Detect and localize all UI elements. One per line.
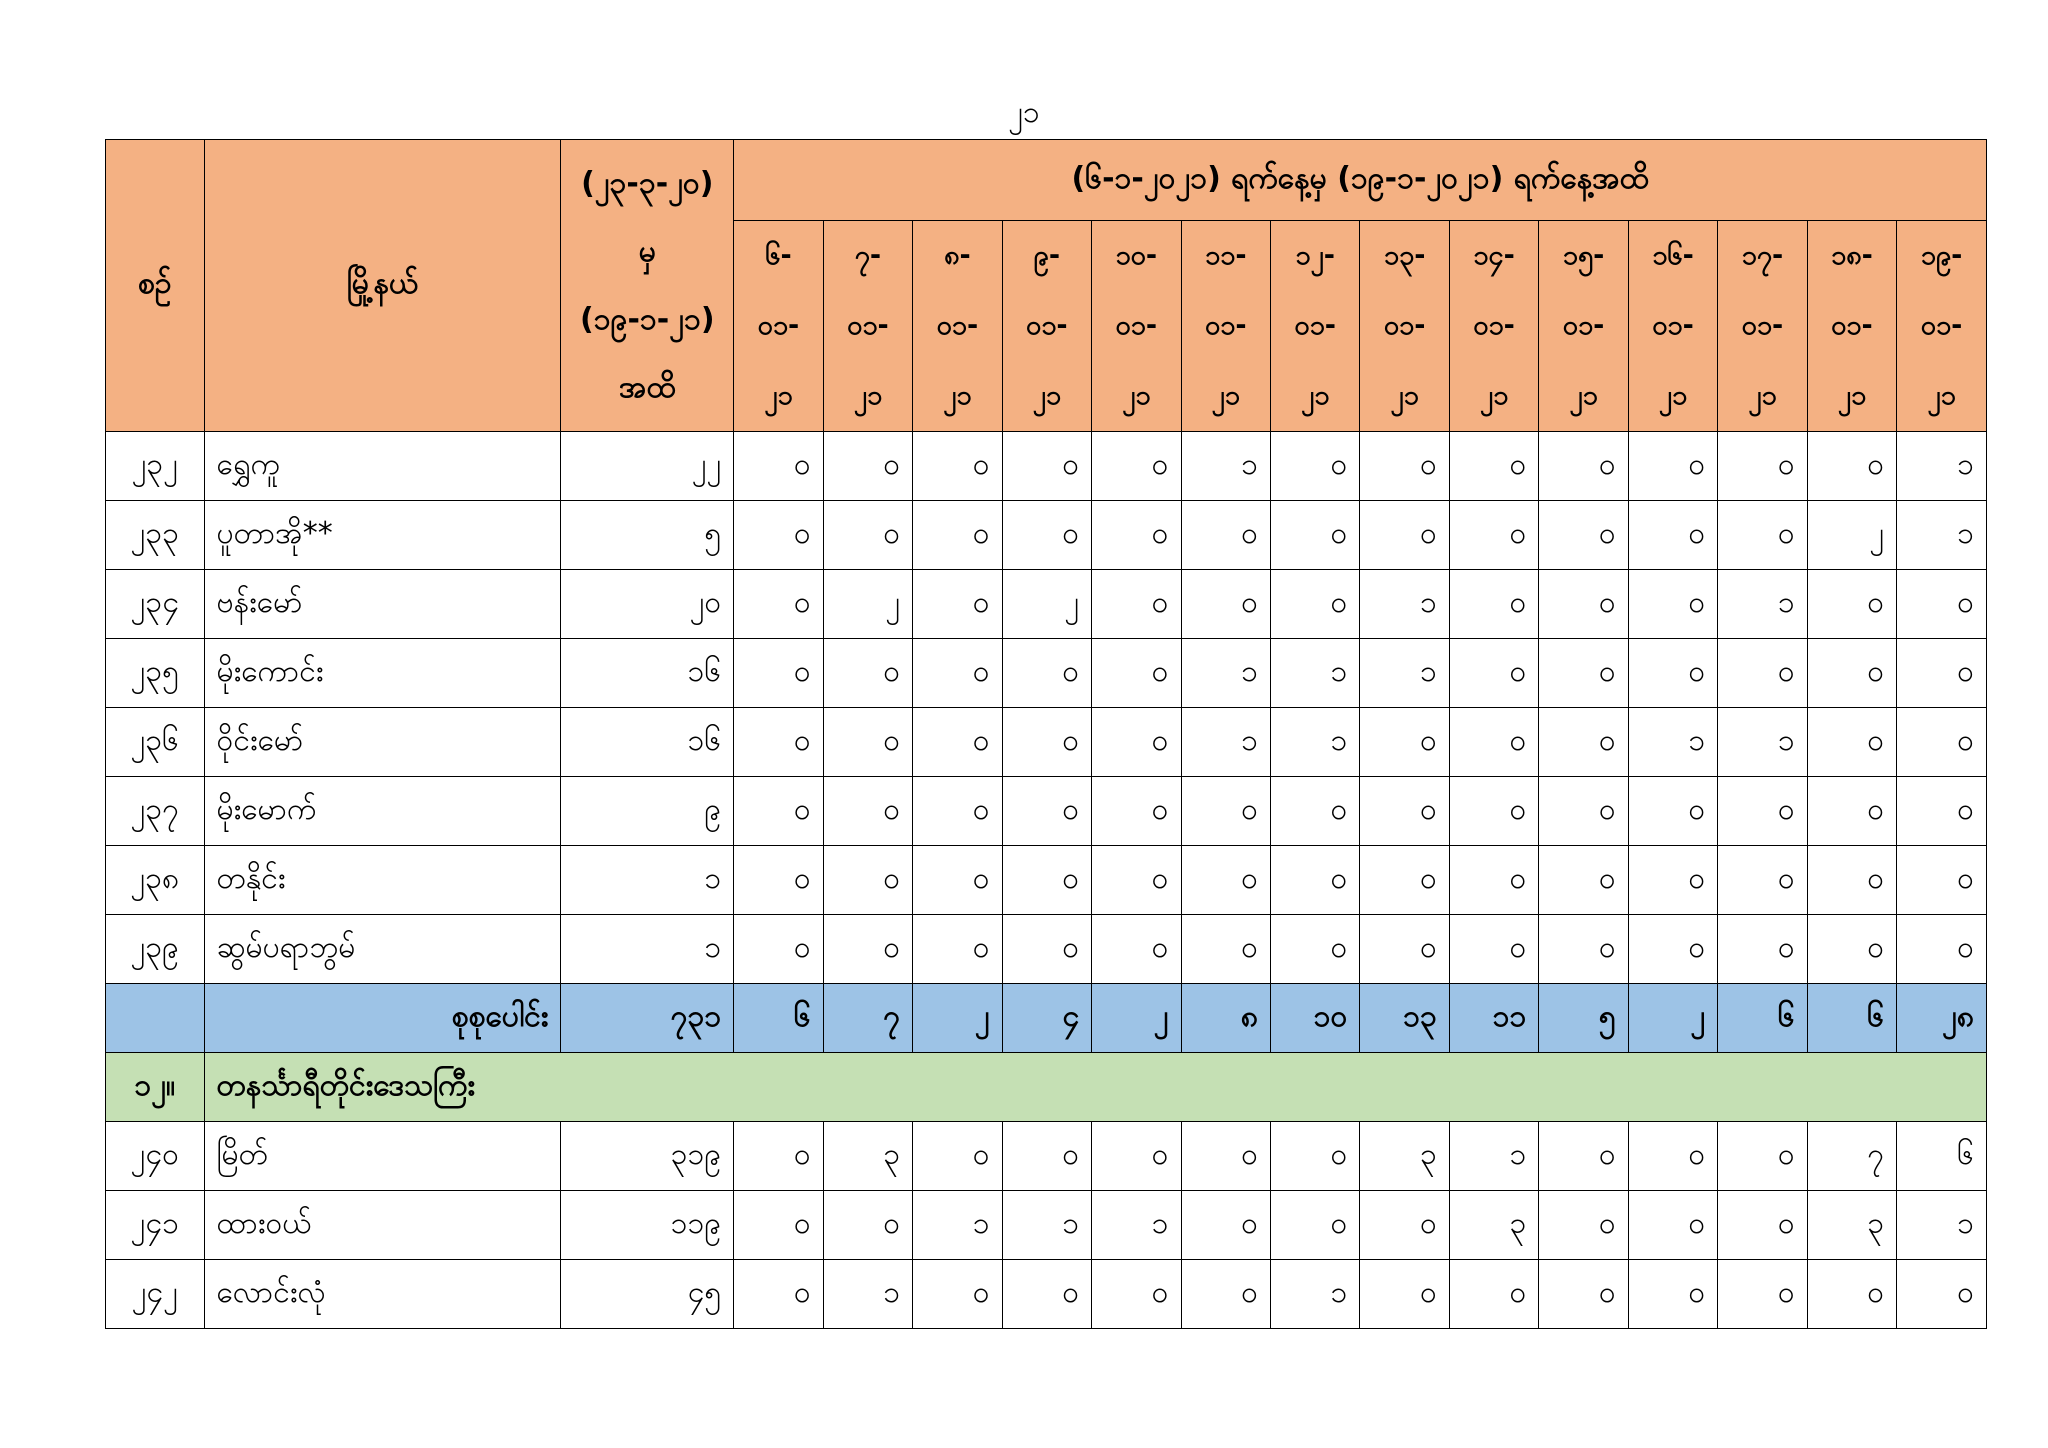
row-daily-value: ၀ (1628, 501, 1717, 570)
header-date (913, 221, 1002, 432)
table-row (106, 846, 1987, 915)
total-daily-value: ၁၃ (1360, 984, 1449, 1053)
row-daily-value: ၀ (1718, 777, 1807, 846)
row-daily-value: ၁ (1092, 1191, 1181, 1260)
row-daily-value: ၀ (1718, 501, 1807, 570)
row-cumulative: ၂၀ (561, 570, 734, 639)
row-daily-value: ၀ (1807, 708, 1896, 777)
row-daily-value: ၀ (1449, 432, 1538, 501)
row-daily-value: ၀ (1807, 432, 1896, 501)
row-daily-value: ၁ (1360, 570, 1449, 639)
row-daily-value: ၀ (1270, 570, 1359, 639)
header-date-part: ၁၃- (1383, 240, 1426, 271)
row-cumulative: ၁ (561, 846, 734, 915)
row-cumulative: ၁၁၉ (561, 1191, 734, 1260)
row-daily-value: ၀ (1092, 432, 1181, 501)
row-daily-value: ၀ (1628, 432, 1717, 501)
row-daily-value: ၁ (1897, 1191, 1987, 1260)
row-daily-value: ၀ (1360, 915, 1449, 984)
row-daily-value: ၀ (1628, 846, 1717, 915)
row-cumulative: ၃၁၉ (561, 1122, 734, 1191)
table-row (106, 639, 1987, 708)
row-daily-value: ၀ (823, 501, 912, 570)
row-daily-value: ၀ (1002, 432, 1091, 501)
header-date-part: ၂၁ (1479, 380, 1509, 411)
row-daily-value: ၀ (1539, 432, 1628, 501)
row-daily-value: ၀ (1270, 1122, 1359, 1191)
row-township: တနိုင်း (204, 846, 561, 915)
row-daily-value: ၀ (1449, 639, 1538, 708)
row-daily-value: ၀ (1539, 777, 1628, 846)
row-daily-value: ၀ (1897, 639, 1987, 708)
row-sn: ၂၄၂ (106, 1260, 205, 1329)
row-daily-value: ၁ (1897, 501, 1987, 570)
header-date-part: ၂၁ (1658, 380, 1688, 411)
row-daily-value: ၀ (1092, 1122, 1181, 1191)
row-township: ထားဝယ် (204, 1191, 561, 1260)
row-daily-value: ၀ (913, 915, 1002, 984)
total-daily-value: ၁၀ (1270, 984, 1359, 1053)
row-daily-value: ၀ (734, 432, 823, 501)
row-daily-value: ၀ (1539, 846, 1628, 915)
section-name: တနင်္သာရီတိုင်းဒေသကြီး (204, 1053, 1987, 1122)
row-daily-value: ၀ (913, 570, 1002, 639)
row-sn: ၂၃၉ (106, 915, 205, 984)
header-range-line4: အထိ (619, 369, 676, 405)
row-daily-value: ၃ (1449, 1191, 1538, 1260)
header-township: မြို့နယ် (204, 140, 561, 432)
total-daily-value: ၁၁ (1449, 984, 1538, 1053)
row-sn: ၂၃၂ (106, 432, 205, 501)
row-daily-value: ၀ (1449, 777, 1538, 846)
row-daily-value: ၃ (1807, 1191, 1896, 1260)
row-daily-value: ၀ (1718, 846, 1807, 915)
row-daily-value: ၀ (1181, 915, 1270, 984)
row-daily-value: ၀ (1449, 501, 1538, 570)
row-daily-value: ၀ (1718, 639, 1807, 708)
total-daily-value: ၂ (913, 984, 1002, 1053)
table-row (106, 1191, 1987, 1260)
row-daily-value: ၀ (1270, 1191, 1359, 1260)
row-daily-value: ၀ (823, 708, 912, 777)
row-daily-value: ၂ (823, 570, 912, 639)
row-daily-value: ၁ (1270, 708, 1359, 777)
header-date (1270, 221, 1359, 432)
header-date (823, 221, 912, 432)
row-daily-value: ၀ (734, 777, 823, 846)
header-range-line2: မှ (638, 233, 656, 269)
header-date-part: ၀၁- (757, 310, 800, 341)
header-date-part: ၂၁ (853, 380, 883, 411)
header-date-part: ၂၁ (1837, 380, 1867, 411)
header-date-part: ၂၁ (1927, 380, 1956, 411)
row-daily-value: ၀ (1002, 777, 1091, 846)
header-date-part: ၆- (765, 240, 792, 271)
row-daily-value: ၁ (913, 1191, 1002, 1260)
section-sn: ၁၂။ (106, 1053, 205, 1122)
row-sn: ၂၃၈ (106, 846, 205, 915)
row-cumulative: ၁၆ (561, 708, 734, 777)
header-date-part: ၂၁ (1300, 380, 1330, 411)
row-daily-value: ၀ (734, 1260, 823, 1329)
total-blank (106, 984, 205, 1053)
row-daily-value: ၀ (1807, 1260, 1896, 1329)
row-daily-value: ၁ (1718, 708, 1807, 777)
row-township: ရွှေကူ (204, 432, 561, 501)
total-daily-value: ၆ (1807, 984, 1896, 1053)
table-row (106, 1260, 1987, 1329)
table-row (106, 501, 1987, 570)
row-daily-value: ၀ (1002, 915, 1091, 984)
row-daily-value: ၀ (1807, 915, 1896, 984)
row-daily-value: ၀ (734, 1191, 823, 1260)
total-cumulative: ၇၃၁ (561, 984, 734, 1053)
row-township: မြိတ် (204, 1122, 561, 1191)
row-daily-value: ၀ (1270, 777, 1359, 846)
header-date-part: ၂၁ (764, 380, 793, 411)
row-daily-value: ၀ (1360, 777, 1449, 846)
row-daily-value: ၀ (1181, 1122, 1270, 1191)
row-daily-value: ၀ (913, 708, 1002, 777)
row-daily-value: ၀ (1360, 708, 1449, 777)
page-number: ၂၁ (1008, 95, 1040, 130)
row-daily-value: ၀ (1092, 846, 1181, 915)
table-row (106, 432, 1987, 501)
row-daily-value: ၁ (1718, 570, 1807, 639)
row-daily-value: ၀ (1897, 708, 1987, 777)
row-daily-value: ၀ (913, 846, 1002, 915)
header-date-part: ၁၈- (1831, 240, 1873, 271)
row-daily-value: ၀ (1897, 915, 1987, 984)
row-daily-value: ၀ (1270, 501, 1359, 570)
table-row (106, 1122, 1987, 1191)
row-daily-value: ၀ (1092, 639, 1181, 708)
row-cumulative: ၂၂ (561, 432, 734, 501)
row-daily-value: ၀ (1628, 570, 1717, 639)
row-daily-value: ၀ (913, 639, 1002, 708)
total-daily-value: ၇ (823, 984, 912, 1053)
row-daily-value: ၀ (1539, 1260, 1628, 1329)
row-daily-value: ၀ (734, 1122, 823, 1191)
header-date-part: ၀၁- (1294, 310, 1336, 341)
row-daily-value: ၁ (1360, 639, 1449, 708)
header-date-part: ၁၀- (1115, 240, 1158, 271)
row-daily-value: ၀ (1092, 570, 1181, 639)
row-daily-value: ၀ (823, 777, 912, 846)
row-daily-value: ၀ (1181, 501, 1270, 570)
row-daily-value: ၀ (1628, 915, 1717, 984)
row-cumulative: ၉ (561, 777, 734, 846)
row-daily-value: ၀ (734, 570, 823, 639)
row-daily-value: ၀ (823, 432, 912, 501)
row-daily-value: ၀ (1181, 1260, 1270, 1329)
header-date-part: ၂၁ (1211, 380, 1240, 411)
row-daily-value: ၀ (1002, 708, 1091, 777)
row-daily-value: ၀ (1539, 570, 1628, 639)
header-date-group: (၆-၁-၂၀၂၁) ရက်နေ့မှ (၁၉-၁-၂၀၂၁) ရက်နေ့အထိ (734, 140, 1987, 221)
row-daily-value: ၀ (1092, 777, 1181, 846)
row-daily-value: ၁ (1181, 639, 1270, 708)
row-daily-value: ၀ (1897, 777, 1987, 846)
header-date (1360, 221, 1449, 432)
row-daily-value: ၀ (823, 915, 912, 984)
row-daily-value: ၁ (1002, 1191, 1091, 1260)
row-daily-value: ၀ (823, 846, 912, 915)
row-daily-value: ၀ (1897, 846, 1987, 915)
total-label: စုစုပေါင်း (204, 984, 561, 1053)
table-row (106, 570, 1987, 639)
row-daily-value: ၀ (1360, 846, 1449, 915)
header-date-part: ၂၁ (1569, 380, 1598, 411)
row-township: ဆွမ်ပရာဘွမ် (204, 915, 561, 984)
header-date (1181, 221, 1270, 432)
table-row (106, 915, 1987, 984)
row-daily-value: ၀ (1718, 1260, 1807, 1329)
row-township: ဝိုင်းမော် (204, 708, 561, 777)
row-daily-value: ၀ (1360, 432, 1449, 501)
row-daily-value: ၀ (1807, 846, 1896, 915)
header-date-part: ၂၁ (1390, 380, 1419, 411)
row-sn: ၂၃၇ (106, 777, 205, 846)
row-sn: ၂၃၃ (106, 501, 205, 570)
row-daily-value: ၀ (1360, 1191, 1449, 1260)
header-date (1092, 221, 1181, 432)
row-daily-value: ၀ (913, 432, 1002, 501)
header-date-part: ၀၁- (1115, 310, 1158, 341)
row-daily-value: ၀ (1628, 777, 1717, 846)
section-row (106, 1053, 1987, 1122)
header-date-part: ၀၁- (1652, 310, 1694, 341)
total-daily-value: ၄ (1002, 984, 1091, 1053)
row-daily-value: ၀ (1181, 777, 1270, 846)
row-sn: ၂၄၁ (106, 1191, 205, 1260)
row-daily-value: ၀ (734, 639, 823, 708)
row-township: ဗန်းမော် (204, 570, 561, 639)
row-daily-value: ၀ (1270, 915, 1359, 984)
row-daily-value: ၀ (1002, 501, 1091, 570)
row-daily-value: ၀ (913, 1260, 1002, 1329)
row-daily-value: ၀ (1628, 639, 1717, 708)
row-cumulative: ၁ (561, 915, 734, 984)
header-range-line3: (၁၉-၁-၂၁) (580, 301, 715, 337)
row-daily-value: ၀ (1181, 570, 1270, 639)
row-daily-value: ၀ (1718, 432, 1807, 501)
row-daily-value: ၀ (1628, 1191, 1717, 1260)
row-daily-value: ၀ (1449, 846, 1538, 915)
total-daily-value: ၂ (1628, 984, 1717, 1053)
header-date-part: ၀၁- (1741, 310, 1784, 341)
row-daily-value: ၀ (1181, 846, 1270, 915)
header-date (1897, 221, 1987, 432)
row-daily-value: ၁ (1270, 639, 1359, 708)
row-daily-value: ၀ (1807, 639, 1896, 708)
row-daily-value: ၀ (1092, 915, 1181, 984)
row-cumulative: ၁၆ (561, 639, 734, 708)
header-date-part: ၁၇- (1741, 240, 1784, 271)
header-date-part: ၂၁ (1122, 380, 1151, 411)
header-range-line1: (၂၃-၃-၂၀) (581, 165, 714, 201)
row-daily-value: ၀ (913, 777, 1002, 846)
header-date (1002, 221, 1091, 432)
header-date (1718, 221, 1807, 432)
row-daily-value: ၀ (1360, 501, 1449, 570)
row-cumulative: ၄၅ (561, 1260, 734, 1329)
row-daily-value: ၀ (1539, 1122, 1628, 1191)
header-date (1628, 221, 1717, 432)
row-daily-value: ၀ (1270, 432, 1359, 501)
row-daily-value: ၀ (1360, 1260, 1449, 1329)
row-daily-value: ၀ (913, 1122, 1002, 1191)
row-daily-value: ၁ (823, 1260, 912, 1329)
cases-table (105, 139, 1987, 1329)
row-daily-value: ၀ (1897, 1260, 1987, 1329)
header-date (734, 221, 823, 432)
row-daily-value: ၀ (1628, 1260, 1717, 1329)
row-daily-value: ၁ (1897, 432, 1987, 501)
header-date-part: ၂၁ (943, 380, 972, 411)
row-daily-value: ၀ (1449, 708, 1538, 777)
header-range (561, 140, 734, 432)
header-date-part: ၀၁- (1026, 310, 1068, 341)
header-date (1539, 221, 1628, 432)
row-township: ပူတာအို** (204, 501, 561, 570)
header-date-part: ၈- (944, 240, 971, 271)
row-daily-value: ၁ (1270, 1260, 1359, 1329)
row-daily-value: ၀ (1539, 639, 1628, 708)
row-daily-value: ၀ (734, 708, 823, 777)
header-date-part: ၉- (1033, 240, 1061, 271)
row-township: မိုးမောက် (204, 777, 561, 846)
row-daily-value: ၀ (1807, 570, 1896, 639)
row-daily-value: ၀ (1002, 1122, 1091, 1191)
row-sn: ၂၃၅ (106, 639, 205, 708)
row-sn: ၂၃၆ (106, 708, 205, 777)
row-daily-value: ၀ (1718, 1122, 1807, 1191)
row-daily-value: ၃ (823, 1122, 912, 1191)
row-daily-value: ၀ (734, 501, 823, 570)
total-daily-value: ၆ (734, 984, 823, 1053)
header-date-part: ၀၁- (1473, 310, 1515, 341)
row-daily-value: ၀ (734, 915, 823, 984)
header-date-part: ၀၁- (1204, 310, 1247, 341)
total-daily-value: ၂ (1092, 984, 1181, 1053)
row-daily-value: ၀ (1539, 501, 1628, 570)
row-daily-value: ၀ (823, 1191, 912, 1260)
row-daily-value: ၀ (1539, 1191, 1628, 1260)
row-daily-value: ၀ (1181, 1191, 1270, 1260)
header-date-part: ၀၁- (847, 310, 889, 341)
header-date-part: ၁၂- (1295, 240, 1336, 271)
row-sn: ၂၄၀ (106, 1122, 205, 1191)
header-date-part: ၀၁- (1831, 310, 1873, 341)
row-cumulative: ၅ (561, 501, 734, 570)
row-daily-value: ၀ (1449, 1260, 1538, 1329)
header-date-part: ၂၁ (1032, 380, 1062, 411)
header-date-part: ၀၁- (1562, 310, 1605, 341)
total-daily-value: ၂၈ (1897, 984, 1987, 1053)
row-daily-value: ၀ (1807, 777, 1896, 846)
row-daily-value: ၀ (1539, 708, 1628, 777)
row-daily-value: ၀ (1539, 915, 1628, 984)
header-date-part: ၇- (854, 240, 882, 271)
header-date-part: ၁၉- (1920, 240, 1963, 271)
row-daily-value: ၁ (1181, 432, 1270, 501)
row-daily-value: ၀ (1897, 570, 1987, 639)
header-date-part: ၀၁- (936, 310, 979, 341)
header-sn: စဉ် (106, 140, 205, 432)
header-date-part: ၁၅- (1562, 240, 1605, 271)
row-daily-value: ၀ (1449, 570, 1538, 639)
row-township: မိုးကောင်း (204, 639, 561, 708)
header-date-part: ၁၁- (1204, 240, 1247, 271)
table-row (106, 777, 1987, 846)
table-row (106, 708, 1987, 777)
row-township: လောင်းလုံ (204, 1260, 561, 1329)
row-daily-value: ၂ (1807, 501, 1896, 570)
header-date-part: ၀၁- (1920, 310, 1963, 341)
row-daily-value: ၀ (1092, 1260, 1181, 1329)
row-daily-value: ၀ (1002, 1260, 1091, 1329)
total-daily-value: ၈ (1181, 984, 1270, 1053)
header-date-part: ၁၆- (1652, 240, 1694, 271)
row-daily-value: ၀ (1718, 1191, 1807, 1260)
header-date-part: ၀၁- (1383, 310, 1426, 341)
row-daily-value: ၃ (1360, 1122, 1449, 1191)
total-row (106, 984, 1987, 1053)
row-daily-value: ၇ (1807, 1122, 1896, 1191)
row-daily-value: ၀ (1628, 1122, 1717, 1191)
row-daily-value: ၀ (823, 639, 912, 708)
row-daily-value: ၁ (1181, 708, 1270, 777)
row-daily-value: ၀ (1092, 501, 1181, 570)
row-daily-value: ၀ (1092, 708, 1181, 777)
total-daily-value: ၆ (1718, 984, 1807, 1053)
row-daily-value: ၂ (1002, 570, 1091, 639)
row-daily-value: ၀ (913, 501, 1002, 570)
row-daily-value: ၀ (1449, 915, 1538, 984)
row-daily-value: ၀ (1002, 846, 1091, 915)
row-daily-value: ၀ (1002, 639, 1091, 708)
row-daily-value: ၀ (1718, 915, 1807, 984)
row-sn: ၂၃၄ (106, 570, 205, 639)
row-daily-value: ၀ (1270, 846, 1359, 915)
header-date (1807, 221, 1896, 432)
row-daily-value: ၆ (1897, 1122, 1987, 1191)
row-daily-value: ၁ (1449, 1122, 1538, 1191)
header-date-part: ၁၄- (1473, 240, 1515, 271)
total-daily-value: ၅ (1539, 984, 1628, 1053)
row-daily-value: ၀ (734, 846, 823, 915)
header-date-part: ၂၁ (1748, 380, 1777, 411)
header-date (1449, 221, 1538, 432)
row-daily-value: ၁ (1628, 708, 1717, 777)
